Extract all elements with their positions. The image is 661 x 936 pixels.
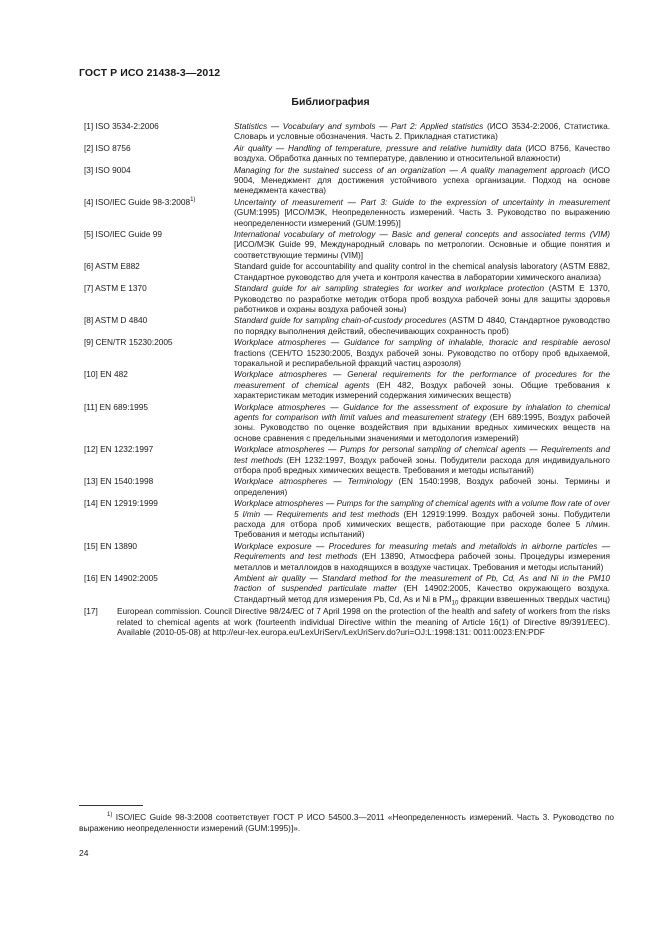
bib-text: (EH 14902:2005, Качество окружающего воздуха. Стандартный метод для измерения Pb, Cd, As и Ni в PM xyxy=(234,583,611,604)
bib-text: (EH 1232:1997, Воздух рабочей зоны. Побудители расхода для индивидуального отбора проб вредных химических веществ. Требования и методы испытаний) xyxy=(234,454,610,475)
bib-text: (GUM:1995) [ИСО/МЭК, Неопределенность измерений. Часть 3. Руководство по выражению неопределенности измерений (GUM:1995)] xyxy=(234,207,610,228)
bib-entry-9 xyxy=(84,337,610,368)
bib-entry-13 xyxy=(84,476,610,497)
bib-ref: [8] ASTM D 4840 xyxy=(84,315,148,326)
subscript: 10 xyxy=(451,600,459,607)
bib-title: Workplace exposure — Procedures for measuring metals and metalloids in airborne particles — Requirements and test methods xyxy=(234,540,610,562)
bib-description xyxy=(234,143,610,164)
bib-description xyxy=(234,283,610,314)
bib-text: (EH 689:1995, Воздух рабочей зоны. Руководство по оценке воздействия при вдыхании вредных химических веществ на основе сравнения с предельными значениями и методология измерений) xyxy=(234,411,610,443)
bib-ref: [13] EN 1540:1998 xyxy=(84,476,154,487)
bib-ref: [2] ISO 8756 xyxy=(84,142,131,153)
footnote xyxy=(79,812,614,834)
page-number: 24 xyxy=(79,848,89,858)
bib-description xyxy=(234,337,610,368)
bib-ref: [17] xyxy=(84,606,98,617)
bib-title: Workplace atmospheres — Terminology xyxy=(234,476,393,487)
bib-description xyxy=(234,261,610,282)
bib-entry-17 xyxy=(84,606,610,637)
bib-ref: [12] EN 1232:1997 xyxy=(84,444,154,455)
bib-text-tail: фракции взвешенных твердых частиц) xyxy=(458,593,610,604)
bib-text: (ASTM E 1370, Руководство по разработке методик отбора проб воздуха рабочей зоны для защиты здоровья работников и охраны воздуха рабочей зоны) xyxy=(234,283,610,314)
bib-entry-5 xyxy=(84,229,610,260)
bib-title: Standard guide for sampling chain-of-custody procedures xyxy=(234,315,447,326)
bib-title: Air quality — Handling of temperature, pressure and relative humidity data xyxy=(234,142,522,153)
bib-entry-6 xyxy=(84,261,610,282)
bib-entry-8 xyxy=(84,315,610,336)
bib-text: (EH 12919:1999. Воздух рабочей зоны. Побудители расхода для отбора проб химических веществ, работающие при расходе более 5 л/мин. Требования и методы испытаний) xyxy=(234,508,610,540)
footnote-separator xyxy=(79,805,143,806)
document-header: ГОСТ Р ИСО 21438-3—2012 xyxy=(79,67,221,79)
bib-ref: [3] ISO 9004 xyxy=(84,164,131,175)
bib-description xyxy=(234,165,610,196)
bib-description xyxy=(234,476,610,497)
bib-title: Managing for the sustained success of an organization — A quality management approach xyxy=(234,164,586,175)
bib-entry-12 xyxy=(84,444,610,475)
bib-title: Ambient air quality — Standard method for the measurement of Pb, Cd, As and Ni in the PM10 fraction of suspended particulate matter xyxy=(234,573,610,594)
bib-title: Uncertainty of measurement — Part 3: Guide to the expression of uncertainty in measurement xyxy=(234,196,610,207)
bib-text: (EH 13890, Атмосфера рабочей зоны. Процедуры измерения металлов и металлоидов в находящихся в воздухе частицах. Требования и методы испытаний) xyxy=(234,551,610,572)
bibliography-list xyxy=(84,121,610,639)
bib-title: Workplace atmospheres — Pumps for the sampling of chemical agents with a volume flow rate of over 5 l/min — Requirements and test methods xyxy=(234,498,610,519)
bib-description xyxy=(234,402,610,444)
bib-entry-14 xyxy=(84,498,610,540)
bib-text: Standard guide for accountability and quality control in the chemical analysis laboratory (ASTM E882, Стандартное руководство для учета и контроля качества в лаборатории химического анализа) xyxy=(234,261,610,282)
bib-title: Standard guide for air sampling strategies for worker and workplace protection xyxy=(234,283,545,294)
bib-description xyxy=(234,121,610,142)
bib-ref: [10] EN 482 xyxy=(84,369,128,380)
bib-text: (ASTM D 4840, Стандартное руководство по порядку выполнения действий, обеспечивающих сохранность проб) xyxy=(234,315,610,336)
bib-description xyxy=(234,498,610,540)
footnote-text: ISO/IEC Guide 98-3:2008 соответствует ГОСТ Р ИСО 54500.3—2011 «Неопределенность измерений. Часть 3. Руководство по выражению неопределенности измерений (GUM:1995)]». xyxy=(79,812,614,833)
bib-ref: [14] EN 12919:1999 xyxy=(84,498,158,509)
footnote-ref-mark: 1) xyxy=(190,197,196,204)
bib-entry-4 xyxy=(84,197,610,228)
bib-description xyxy=(234,369,610,400)
bib-text: (ИСО 8756, Качество воздуха. Обработка данных по температуре, давлению и относительной влажности) xyxy=(234,142,611,164)
bib-ref: [16] EN 14902:2005 xyxy=(84,573,158,584)
bib-title: Statistics — Vocabulary and symbols — Part 2: Applied statistics xyxy=(234,121,484,131)
bib-title: Workplace atmospheres — General requirements for the performance of procedures for the measurement of chemical agents xyxy=(234,369,610,390)
bib-ref xyxy=(84,197,234,228)
bib-text: (ИСО 3534-2:2006, Статистика. Словарь и условные обозначения. Часть 2. Прикладная статистика) xyxy=(234,121,610,142)
bib-title: Workplace atmospheres — Guidance for the assessment of exposure by inhalation to chemical agents for comparison with limit values and measurement strategy xyxy=(234,401,610,422)
bib-title: International vocabulary of metrology — Basic and general concepts and associated terms (VIM) xyxy=(234,229,610,240)
bib-ref: [7] ASTM E 1370 xyxy=(84,283,147,294)
bib-ref: [9] CEN/TR 15230:2005 xyxy=(84,337,173,348)
bib-entry-15 xyxy=(84,541,610,572)
bib-title: Workplace atmospheres — Pumps for personal sampling of chemical agents — Requirements and test methods xyxy=(234,444,610,465)
bib-entry-7 xyxy=(84,283,610,314)
bib-ref-text: [4] ISO/IEC Guide 98-3:2008 xyxy=(84,196,191,207)
bib-text: (EH 482, Воздух рабочей зоны. Общие требования к характеристикам методик измерений содержания химических веществ) xyxy=(234,379,610,401)
bib-ref: [1] ISO 3534-2:2006 xyxy=(84,121,159,131)
bib-entry-2 xyxy=(84,143,610,164)
bib-ref: [11] EN 689:1995 xyxy=(84,401,148,412)
footnote-mark: 1) xyxy=(107,812,113,819)
bib-entry-16 xyxy=(84,573,611,607)
bib-description xyxy=(234,573,611,607)
bib-description xyxy=(234,229,610,260)
section-title: Библиография xyxy=(291,96,370,108)
bib-title: Workplace atmospheres — Guidance for sampling of inhalable, thoracic and respirable aerosol xyxy=(234,337,610,348)
bib-entry-3 xyxy=(84,165,610,196)
bib-text: (ИСО 9004, Менеджмент для достижения устойчивого успеха организации. Подход на основе менеджмента качества) xyxy=(234,164,610,196)
bib-ref: [5] ISO/IEC Guide 99 xyxy=(84,229,162,240)
bib-ref: [15] EN 13890 xyxy=(84,540,138,551)
bib-description xyxy=(234,444,610,475)
bib-text: (EN 1540:1998, Воздух рабочей зоны. Термины и определения) xyxy=(234,476,610,497)
bib-description xyxy=(234,541,610,572)
bib-description xyxy=(234,315,610,336)
bib-entry-10 xyxy=(84,369,610,400)
bib-entry-11 xyxy=(84,402,610,444)
bib-ref: [6] ASTM E882 xyxy=(84,261,140,272)
bib-description: European commission. Council Directive 98/24/EC of 7 April 1998 on the protection of the health and safety of workers from the risks related to chemical agents at work (fourteenth individual Directive within the meaning of Article 16(1) of Directive 89/391/EEC). Available (2010-05-08) at http://eur-lex.europa.eu/LexUriServ/LexUriServ.do?uri=OJ:L:1998:131: 0011:0023:EN:PDF xyxy=(117,606,610,638)
bib-text: fractions (CEH/TO 15230:2005, Воздух рабочей зоны. Руководство по отбору проб вдыхаемой, торакальной и респирабельной фракций частиц аэрозоля) xyxy=(234,347,610,368)
bib-entry-1 xyxy=(84,121,610,142)
bib-text: [ИСО/МЭК Guide 99, Международный словарь по метрологии. Основные и общие понятия и соответствующие термины (VIM)] xyxy=(234,239,610,260)
bib-description xyxy=(234,197,610,228)
